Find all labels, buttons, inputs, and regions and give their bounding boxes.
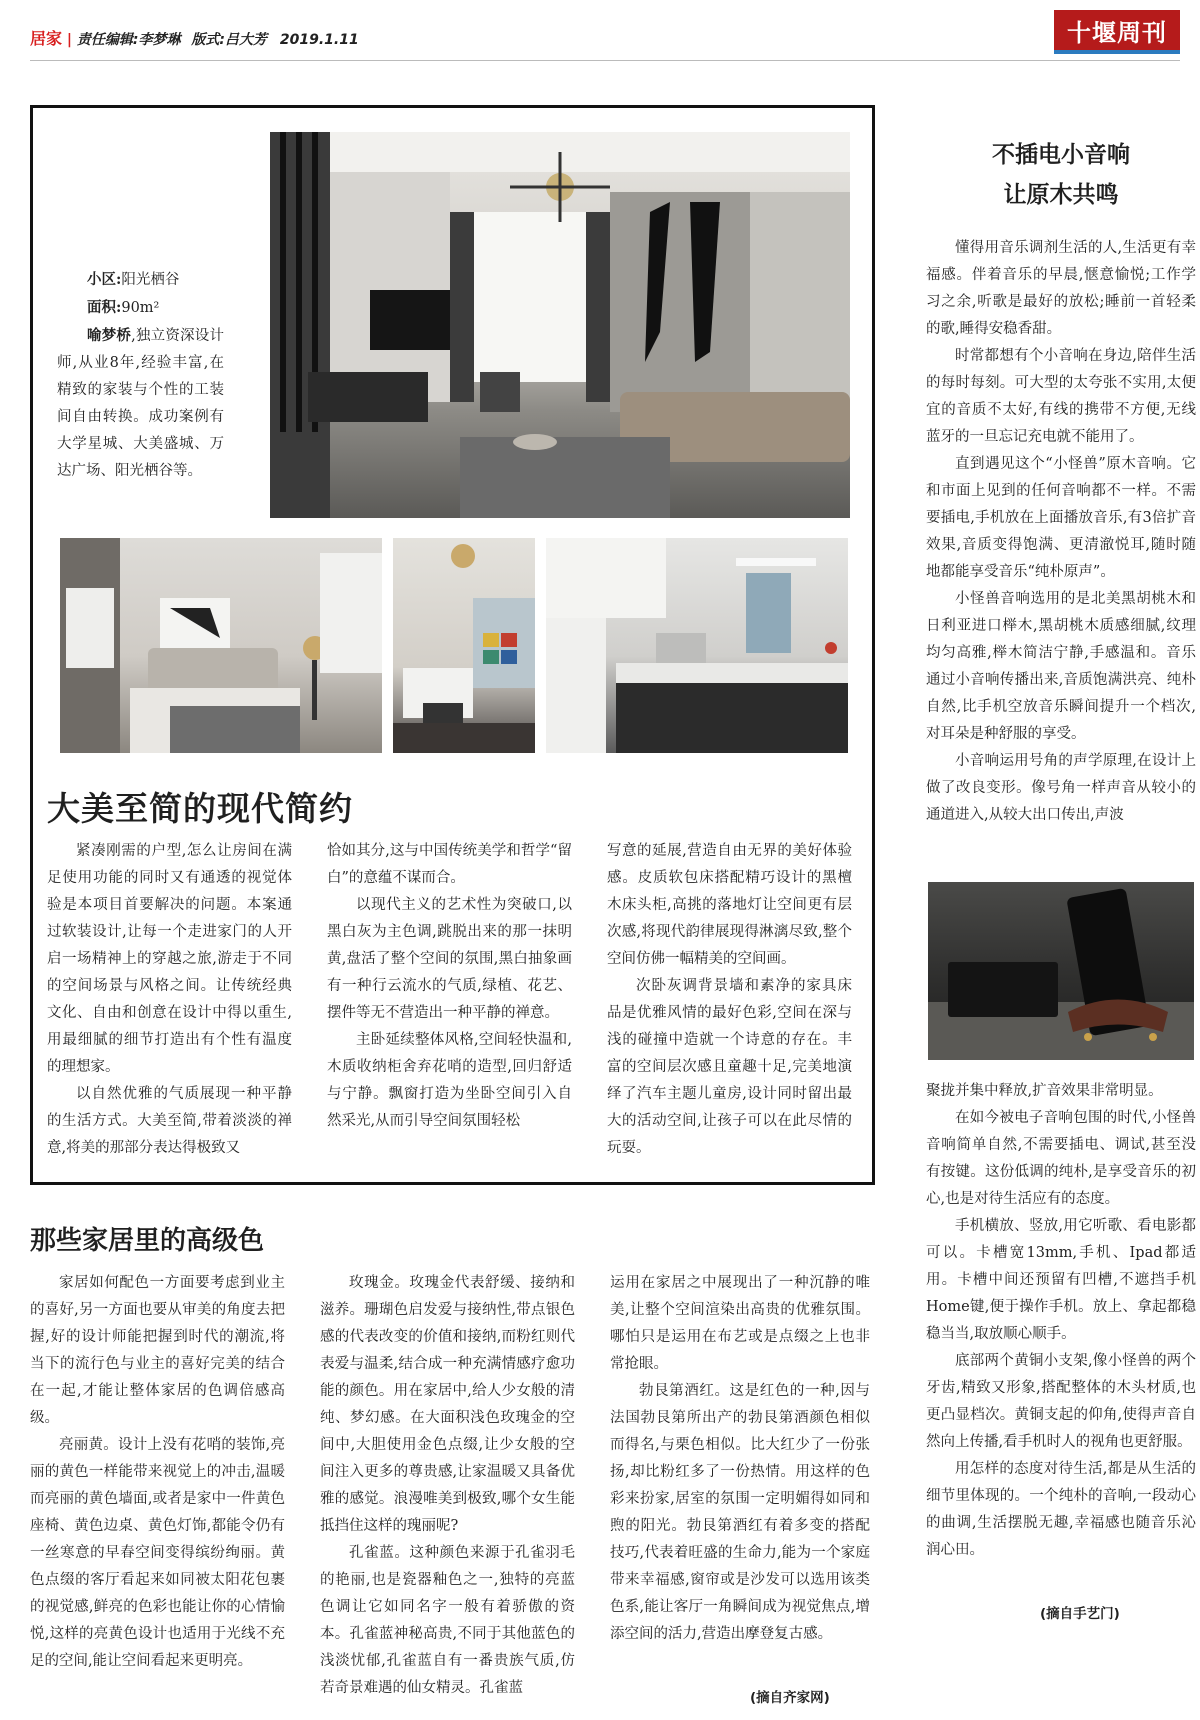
paragraph: 懂得用音乐调剂生活的人,生活更有幸福感。伴着音乐的早晨,惬意愉悦;工作学习之余,听歌是最好的放松;睡前一首轻柔的歌,睡得安稳香甜。 xyxy=(926,240,1196,337)
paragraph: 直到遇见这个“小怪兽”原木音响。它和市面上见到的任何音响都不一样。不需要插电,手机放在上面播放音乐,有3倍扩音效果,音质变得饱满、更清澈悦耳,随时随地都能享受音乐“纯朴原声”。 xyxy=(926,456,1196,580)
estate-value: 阳光栖谷 xyxy=(121,272,180,288)
speaker-text-bottom xyxy=(926,1078,1196,1564)
paragraph: 手机横放、竖放,用它听歌、看电影都可以。卡槽宽13mm,手机、Ipad都适用。卡槽中间还预留有凹槽,不遮挡手机Home键,便于操作手机。放上、拿起都稳稳当当,取放顺心顺手。 xyxy=(926,1218,1196,1342)
paragraph: 小音响运用号角的声学原理,在设计上做了改良变形。像号角一样声音从较小的通道进入,从较大出口传出,声波 xyxy=(926,753,1196,823)
paragraph: 小怪兽音响选用的是北美黑胡桃木和日利亚进口榉木,黑胡桃木质感细腻,纹理均匀高雅,榉木简洁宁静,手感温和。音乐通过小音响传播出来,音质饱满洪亮、纯朴自然,比手机空放音乐瞬间提升一个档次,对耳朵是种舒服的享受。 xyxy=(926,591,1196,742)
designer-description: ,独立资深设计师,从业8年,经验丰富,在精致的家装与个性的工装间自由转换。成功案例有大学星城、大美盛城、万达广场、阳光栖谷等。 xyxy=(57,328,225,479)
paragraph: 家居如何配色一方面要考虑到业主的喜好,另一方面也要从审美的角度去把握,好的设计师能把握到时代的潮流,将当下的流行色与业主的喜好完美的结合在一起,才能让整体家居的色调倍感高级。 xyxy=(30,1275,285,1426)
feature-column-1 xyxy=(47,838,292,1162)
speaker-photo xyxy=(928,882,1194,1060)
paragraph: 时常都想有个小音响在身边,陪伴生活的每时每刻。可大型的太夸张不实用,太便宜的音质不太好,有线的携带不方便,无线蓝牙的一旦忘记充电就不能用了。 xyxy=(926,348,1196,445)
paragraph: 聚拢并集中释放,扩音效果非常明显。 xyxy=(926,1083,1163,1099)
estate-line xyxy=(57,266,224,294)
feature-title: 大美至简的现代简约 xyxy=(47,789,353,828)
paragraph: 紧凑刚需的户型,怎么让房间在满足使用功能的同时又有通透的视觉体验是本项目首要解决的问题。本案通过软装设计,让每一个走进家门的人开启一场精神上的穿越之旅,游走于不同的空间场景与风格之间。让传统经典文化、自由和创意在设计中得以重生,用最细腻的细节打造出有个性有温度的理想家。 xyxy=(47,843,292,1075)
living-room-photo xyxy=(270,132,850,518)
bedroom-photo xyxy=(60,538,382,753)
paragraph: 以自然优雅的气质展现一种平静的生活方式。大美至简,带着淡淡的禅意,将美的那部分表达得极致又 xyxy=(47,1086,292,1156)
page-header xyxy=(30,26,359,49)
colors-column-2 xyxy=(320,1270,575,1702)
paragraph: 写意的延展,营造自由无界的美好体验感。皮质软包床搭配精巧设计的黑檀木床头柜,高挑的落地灯让空间更有层次感,将现代韵律展现得淋漓尽致,整个空间仿佛一幅精美的空间画。 xyxy=(607,843,852,967)
paragraph: 亮丽黄。设计上没有花哨的装饰,亮丽的黄色一样能带来视觉上的冲击,温暖而亮丽的黄色墙面,或者是家中一件黄色座椅、黄色边桌、黄色灯饰,都能令仍有一丝寒意的早春空间变得缤纷绚丽。黄色点缀的客厅看起来如同被太阳花包裹的视觉感,鲜亮的色彩也能让你的心情愉悦,这样的亮黄色设计也适用于光线不充足的空间,能让空间看起来更明亮。 xyxy=(30,1437,285,1669)
editor-credit: 责任编辑:李梦琳 xyxy=(76,32,181,48)
paragraph: 主卧延续整体风格,空间轻快温和,木质收纳柜舍弃花哨的造型,回归舒适与宁静。飘窗打造为坐卧空间引入自然采光,从而引导空间氛围轻松 xyxy=(327,1032,572,1129)
speaker-article-source: (摘自手艺门) xyxy=(1040,1606,1120,1622)
colors-column-3 xyxy=(610,1270,870,1648)
speaker-text-top xyxy=(926,235,1196,829)
area-value: 90m² xyxy=(121,300,160,316)
area-line xyxy=(57,294,224,322)
paragraph: 玫瑰金。玫瑰金代表舒缓、接纳和滋养。珊瑚色启发爱与接纳性,带点银色感的代表改变的价值和接纳,而粉红则代表爱与温柔,结合成一种充满情感疗愈功能的颜色。用在家居中,给人少女般的清纯、梦幻感。在大面积浅色玫瑰金的空间中,大胆使用金色点缀,让少女般的空间注入更多的尊贵感,让家温暖又具备优雅的感觉。浪漫唯美到极致,哪个女生能抵挡住这样的瑰丽呢? xyxy=(320,1275,575,1534)
layout-credit: 版式:吕大芳 xyxy=(191,32,267,48)
colors-column-1 xyxy=(30,1270,285,1675)
colors-article-source: (摘自齐家网) xyxy=(750,1690,830,1706)
paragraph: 孔雀蓝。这种颜色来源于孔雀羽毛的艳丽,也是瓷器釉色之一,独特的亮蓝色调让它如同名字一般有着骄傲的资本。孔雀蓝神秘高贵,不同于其他蓝色的浅淡忧郁,孔雀蓝自有一番贵族气质,仿若奇景难遇的仙女精灵。孔雀蓝 xyxy=(320,1545,575,1696)
area-label: 面积: xyxy=(87,299,122,316)
masthead-logo: 十堰周刊 xyxy=(1054,10,1180,54)
estate-label: 小区: xyxy=(87,271,122,288)
design-info xyxy=(57,266,224,485)
speaker-illustration xyxy=(928,882,1194,1060)
speaker-article-title xyxy=(926,135,1196,215)
section-name: 居家 xyxy=(30,29,63,48)
header-divider: | xyxy=(66,32,77,48)
designer-name: 喻梦桥 xyxy=(87,327,132,344)
bedroom-illustration xyxy=(60,538,382,753)
issue-date: 2019.1.11 xyxy=(279,32,359,48)
title-line: 让原木共鸣 xyxy=(1003,181,1119,208)
kids-room-illustration xyxy=(393,538,535,753)
paragraph: 用怎样的态度对待生活,都是从生活的细节里体现的。一个纯朴的音响,一段动心的曲调,生活摆脱无趣,幸福感也随音乐沁润心田。 xyxy=(926,1461,1196,1558)
kids-room-photo xyxy=(393,538,535,753)
kitchen-illustration xyxy=(546,538,848,753)
title-line: 不插电小音响 xyxy=(992,141,1130,168)
colors-article-title: 那些家居里的高级色 xyxy=(30,1226,265,1256)
paragraph: 底部两个黄铜小支架,像小怪兽的两个牙齿,精致又形象,搭配整体的木头材质,也更凸显档次。黄铜支起的仰角,使得声音自然向上传播,看手机时人的视角也更舒服。 xyxy=(926,1353,1196,1450)
kitchen-photo xyxy=(546,538,848,753)
paragraph: 次卧灰调背景墙和素净的家具床品是优雅风情的最好色彩,空间在深与浅的碰撞中造就一个诗意的存在。丰富的空间层次感且童趣十足,完美地演绎了汽车主题儿童房,设计同时留出最大的活动空间,让孩子可以在此尽情的玩耍。 xyxy=(607,978,852,1156)
paragraph: 恰如其分,这与中国传统美学和哲学“留白”的意蕴不谋而合。 xyxy=(327,843,572,886)
header-rule xyxy=(30,60,1180,61)
paragraph: 以现代主义的艺术性为突破口,以黑白灰为主色调,跳脱出来的那一抹明黄,盘活了整个空间的氛围,黑白抽象画有一种行云流水的气质,绿植、花艺、摆件等无不营造出一种平静的禅意。 xyxy=(327,897,572,1021)
feature-column-2 xyxy=(327,838,572,1135)
designer-bio xyxy=(57,322,224,485)
paragraph: 运用在家居之中展现出了一种沉静的唯美,让整个空间渲染出高贵的优雅氛围。哪怕只是运用在布艺或是点缀之上也非常抢眼。 xyxy=(610,1275,870,1372)
paragraph: 在如今被电子音响包围的时代,小怪兽音响简单自然,不需要插电、调试,甚至没有按键。这份低调的纯朴,是享受音乐的初心,也是对待生活应有的态度。 xyxy=(926,1110,1196,1207)
living-room-illustration xyxy=(270,132,850,518)
feature-column-3 xyxy=(607,838,852,1162)
paragraph: 勃艮第酒红。这是红色的一种,因与法国勃艮第所出产的勃艮第酒颜色相似而得名,与栗色相似。比大红少了一份张扬,却比粉红多了一份热情。用这样的色彩来扮家,居室的氛围一定明媚得如同和煦的阳光。勃艮第酒红有着多变的搭配技巧,代表着旺盛的生命力,能为一个家庭带来幸福感,窗帘或是沙发可以选用该类色系,能让客厅一角瞬间成为视觉焦点,增添空间的活力,营造出摩登复古感。 xyxy=(610,1383,870,1642)
